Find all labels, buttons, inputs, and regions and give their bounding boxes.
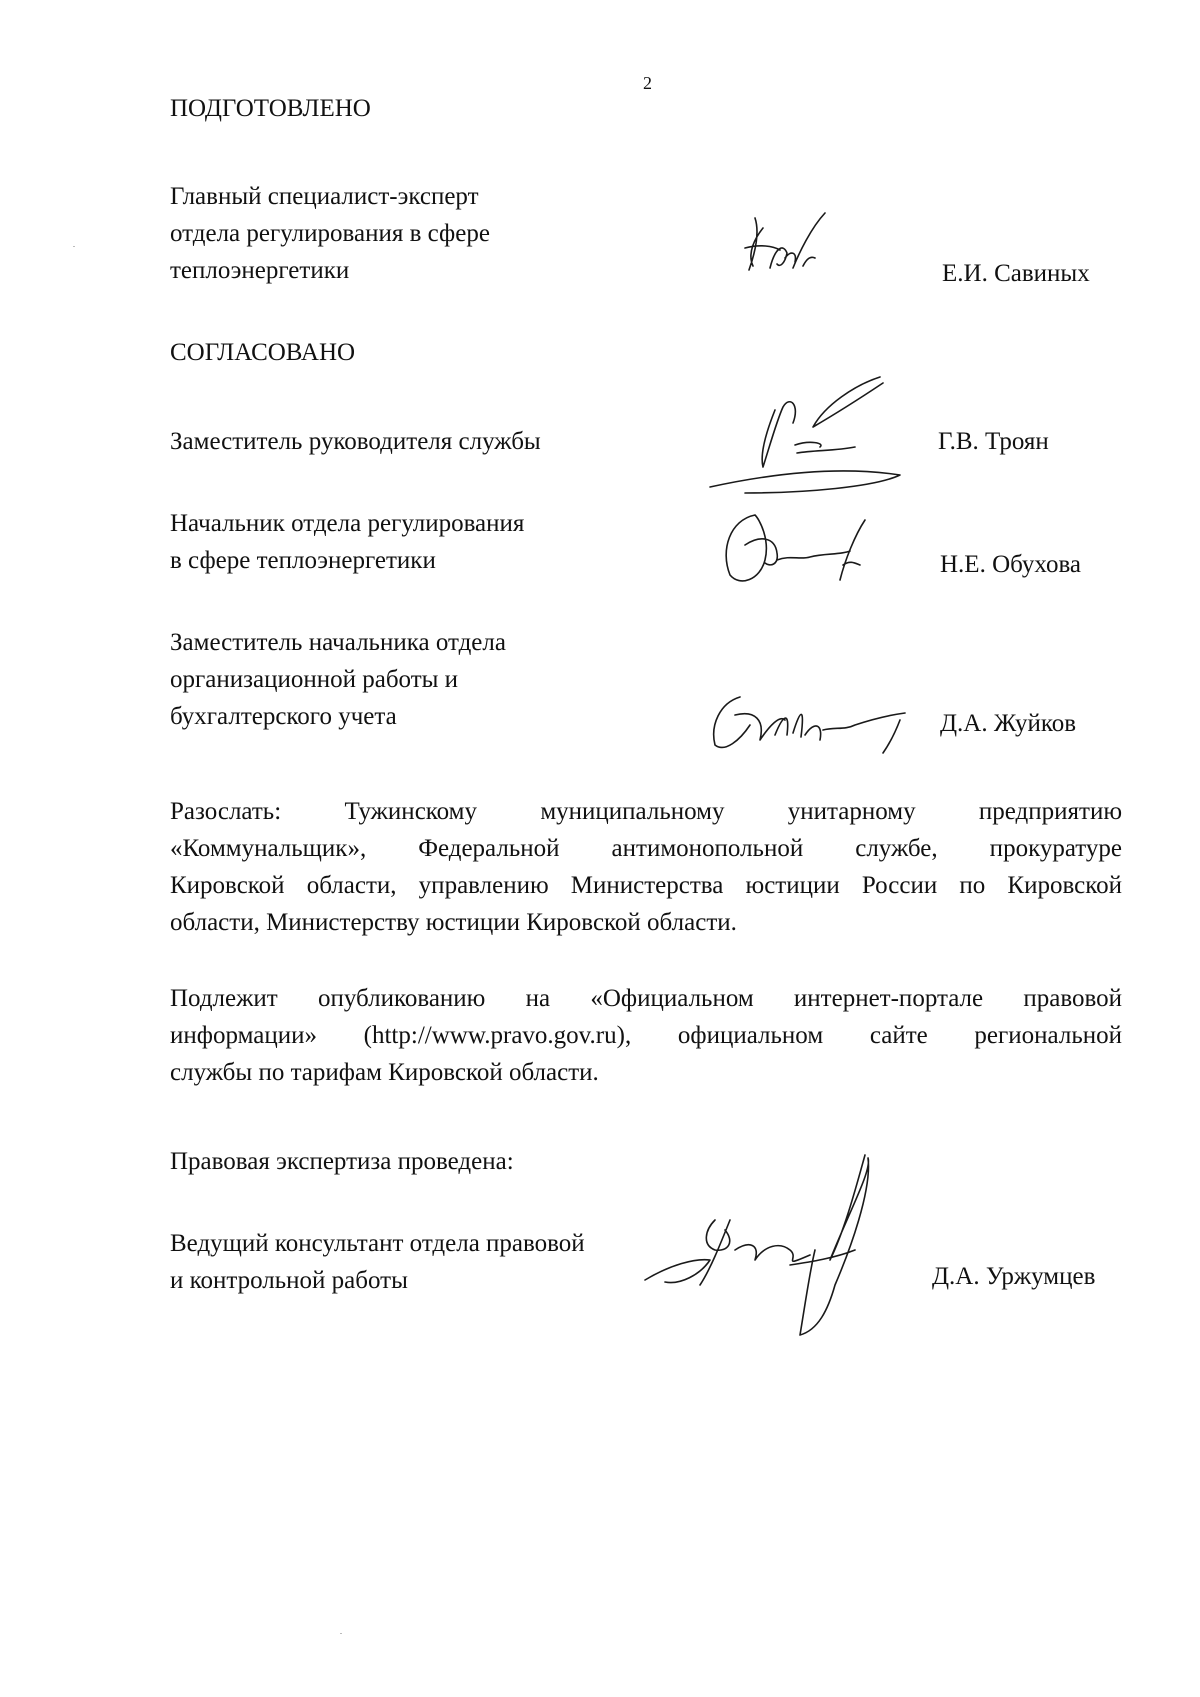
agreed-heading: СОГЛАСОВАНО — [170, 339, 356, 366]
prepared-position-line: теплоэнергетики — [170, 257, 350, 284]
signature-savinykh — [725, 208, 845, 288]
signature-zhuykov — [705, 685, 935, 760]
scan-mark — [340, 1633, 342, 1634]
legal-review-name: Д.А. Уржумцев — [932, 1263, 1096, 1290]
agreed-position-line: в сфере теплоэнергетики — [170, 547, 436, 574]
agreed-position-line: Начальник отдела регулирования — [170, 510, 525, 537]
distribution-line: области, Министерству юстиции Кировской области. — [170, 909, 737, 936]
signature-obukhova — [715, 505, 885, 595]
distribution-line: Разослать: Тужинскому муниципальному унитарному предприятию — [170, 798, 1122, 825]
legal-review-position-line: и контрольной работы — [170, 1267, 408, 1294]
prepared-name: Е.И. Савиных — [942, 260, 1090, 287]
legal-review-heading: Правовая экспертиза проведена: — [170, 1148, 514, 1175]
agreed-position-line: организационной работы и — [170, 666, 459, 693]
prepared-position-line: отдела регулирования в сфере — [170, 220, 490, 247]
publication-line: службы по тарифам Кировской области. — [170, 1059, 599, 1086]
prepared-position-line: Главный специалист-эксперт — [170, 183, 479, 210]
distribution-paragraph — [170, 793, 1122, 941]
signature-troyan — [705, 365, 910, 500]
publication-paragraph — [170, 980, 1122, 1091]
prepared-position — [170, 178, 490, 289]
agreed-position-3 — [170, 624, 506, 735]
legal-review-position-line: Ведущий консультант отдела правовой — [170, 1230, 585, 1257]
prepared-heading: ПОДГОТОВЛЕНО — [170, 95, 371, 122]
publication-line: Подлежит опубликованию на «Официальном интернет-портале правовой — [170, 985, 1122, 1012]
legal-review-position — [170, 1225, 585, 1299]
signature-urzhumtsev — [640, 1150, 920, 1340]
agreed-name-2: Н.Е. Обухова — [940, 551, 1082, 578]
agreed-position-line: Заместитель начальника отдела — [170, 629, 506, 656]
agreed-position-line: Заместитель руководителя службы — [170, 428, 541, 455]
distribution-line: Кировской области, управлению Министерства юстиции России по Кировской — [170, 872, 1122, 899]
distribution-line: «Коммунальщик», Федеральной антимонопольной службе, прокуратуре — [170, 835, 1122, 862]
agreed-position-2 — [170, 505, 524, 579]
scan-mark — [73, 246, 75, 247]
agreed-name-3: Д.А. Жуйков — [940, 710, 1077, 737]
agreed-name-1: Г.В. Троян — [938, 428, 1049, 455]
publication-line: информации» (http://www.pravo.gov.ru), официальном сайте региональной — [170, 1022, 1122, 1049]
page-number: 2 — [643, 73, 652, 93]
agreed-position-1 — [170, 423, 541, 460]
agreed-position-line: бухгалтерского учета — [170, 703, 397, 730]
